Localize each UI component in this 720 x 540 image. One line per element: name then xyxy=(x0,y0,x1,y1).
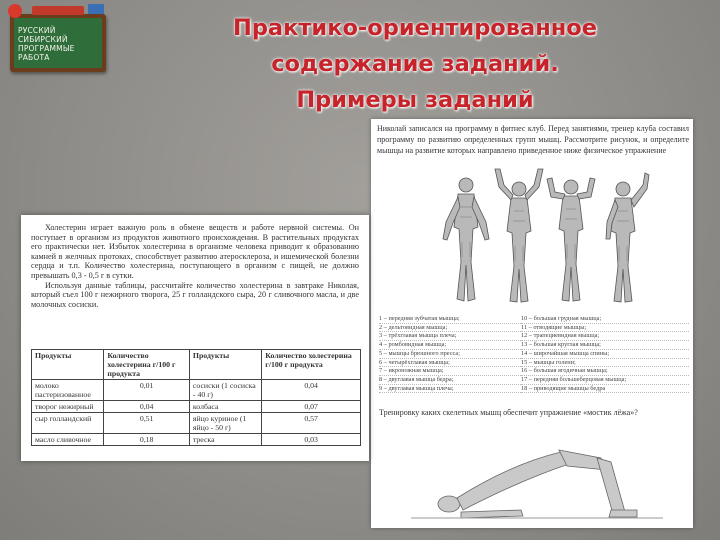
column-header: Продукты xyxy=(189,350,261,380)
legend-item: 18 – приводящие мышцы бедра xyxy=(521,385,689,394)
table-cell: 0,04 xyxy=(104,401,190,413)
table-cell: 0,03 xyxy=(262,434,361,446)
paragraph: Используя данные таблицы, рассчитайте количество холестерина в завтраке Николая, который съел 100 г нежирного творога, 25 г голландского сыра, 20 г сливочного масла, и две молочных сосиски. xyxy=(31,280,359,309)
book-icon xyxy=(88,4,104,14)
table-cell: 0,51 xyxy=(104,413,190,434)
table-cell: треска xyxy=(189,434,261,446)
legend-column-left xyxy=(379,315,529,393)
task-page-cholesterol xyxy=(21,215,369,461)
table-cell: колбаса xyxy=(189,401,261,413)
slide-title xyxy=(180,10,650,118)
table-cell: творог нежирный xyxy=(32,401,104,413)
table-cell: масло сливочное xyxy=(32,434,104,446)
cholesterol-table xyxy=(31,349,361,446)
legend-item: 17 – передняя большеберцовая мышца; xyxy=(521,376,689,385)
task-question: Тренировку каких скелетных мышц обеспечит упражнение «мостик лёжа»? xyxy=(379,408,638,417)
legend-item: 16 – большая ягодичная мышца; xyxy=(521,367,689,376)
task-page-muscles xyxy=(371,119,693,528)
column-header: Продукты xyxy=(32,350,104,380)
table-cell: 0,18 xyxy=(104,434,190,446)
legend-item: 5 – мышцы брюшного пресса; xyxy=(379,350,529,359)
table-cell: 0,04 xyxy=(262,380,361,401)
table-cell: 0,07 xyxy=(262,401,361,413)
table-cell: 0,01 xyxy=(104,380,190,401)
legend-item: 14 – широчайшая мышца спины; xyxy=(521,350,689,359)
legend-item: 4 – ромбовидная мышца; xyxy=(379,341,529,350)
legend-item: 15 – мышцы голени; xyxy=(521,359,689,368)
paragraph: Холестерин играет важную роль в обмене веществ и работе нервной системы. Он поступает в организм из продуктов животного происхождения. В растительных продуктах его практически нет. Избыток холестерина в организме человека приводит к образованию камней в желчных протоках, способствует развитию атеросклероза, и ишемической болезни сердца и т.п. Количество холестерина, поступающего в организм с пищей, не должно превышать 0,3 - 0,5 г в сутки. xyxy=(31,223,359,280)
legend-item: 13 – большая круглая мышца; xyxy=(521,341,689,350)
table-cell: сосиски (1 сосиска - 40 г) xyxy=(189,380,261,401)
title-line-3: Примеры заданий xyxy=(296,87,534,113)
table-row xyxy=(32,434,361,446)
column-header: Количество холестерина г/100 г продукта xyxy=(104,350,190,380)
task-text: Николай записался на программу в фитнес клуб. Перед занятиями, тренер клуба составил программу по развитию определенных групп мышц. Рассмотрите рисунок, и определите мышцы на развитие которых направлено приведенное ниже физическое упражнение xyxy=(377,124,689,155)
bridge-exercise-figure xyxy=(401,424,671,524)
table-row xyxy=(32,413,361,434)
logo-text: РУССКИЙ СИБИРСКИЙ ПРОГРАММЫЕ РАБОТА xyxy=(18,26,75,62)
table-row xyxy=(32,380,361,401)
table-header-row xyxy=(32,350,361,380)
legend-item: 11 – отводящие мышцы; xyxy=(521,324,689,333)
legend-item: 7 – икроножная мышца; xyxy=(379,367,529,376)
legend-item: 6 – четырёхглавая мышца; xyxy=(379,359,529,368)
column-header: Количество холестерина г/100 г продукта xyxy=(262,350,361,380)
legend-column-right xyxy=(521,315,689,393)
legend-item: 2 – дельтовидная мышца; xyxy=(379,324,529,333)
legend-item: 8 – двуглавая мышца бедра; xyxy=(379,376,529,385)
school-logo xyxy=(6,4,110,78)
table-cell: яйцо куриное (1 яйцо - 50 г) xyxy=(189,413,261,434)
muscle-anatomy-figure xyxy=(431,167,656,307)
title-line-2: содержание заданий. xyxy=(271,51,559,77)
table-cell: молоко пастеризованное xyxy=(32,380,104,401)
table-cell: 0,57 xyxy=(262,413,361,434)
legend-item: 3 – трёхглавая мышца плеча; xyxy=(379,332,529,341)
task-text xyxy=(31,223,359,309)
table-row xyxy=(32,401,361,413)
table-cell: сыр голландский xyxy=(32,413,104,434)
legend-item: 10 – большая грудная мышца; xyxy=(521,315,689,324)
legend-item: 12 – трапециевидная мышца; xyxy=(521,332,689,341)
legend-item: 1 – передняя зубчатая мышца; xyxy=(379,315,529,324)
title-line-1: Практико-ориентированное xyxy=(233,15,597,41)
apple-icon xyxy=(8,4,22,18)
logo-banner xyxy=(32,6,84,15)
legend-item: 9 – двуглавая мышца плеча; xyxy=(379,385,529,394)
